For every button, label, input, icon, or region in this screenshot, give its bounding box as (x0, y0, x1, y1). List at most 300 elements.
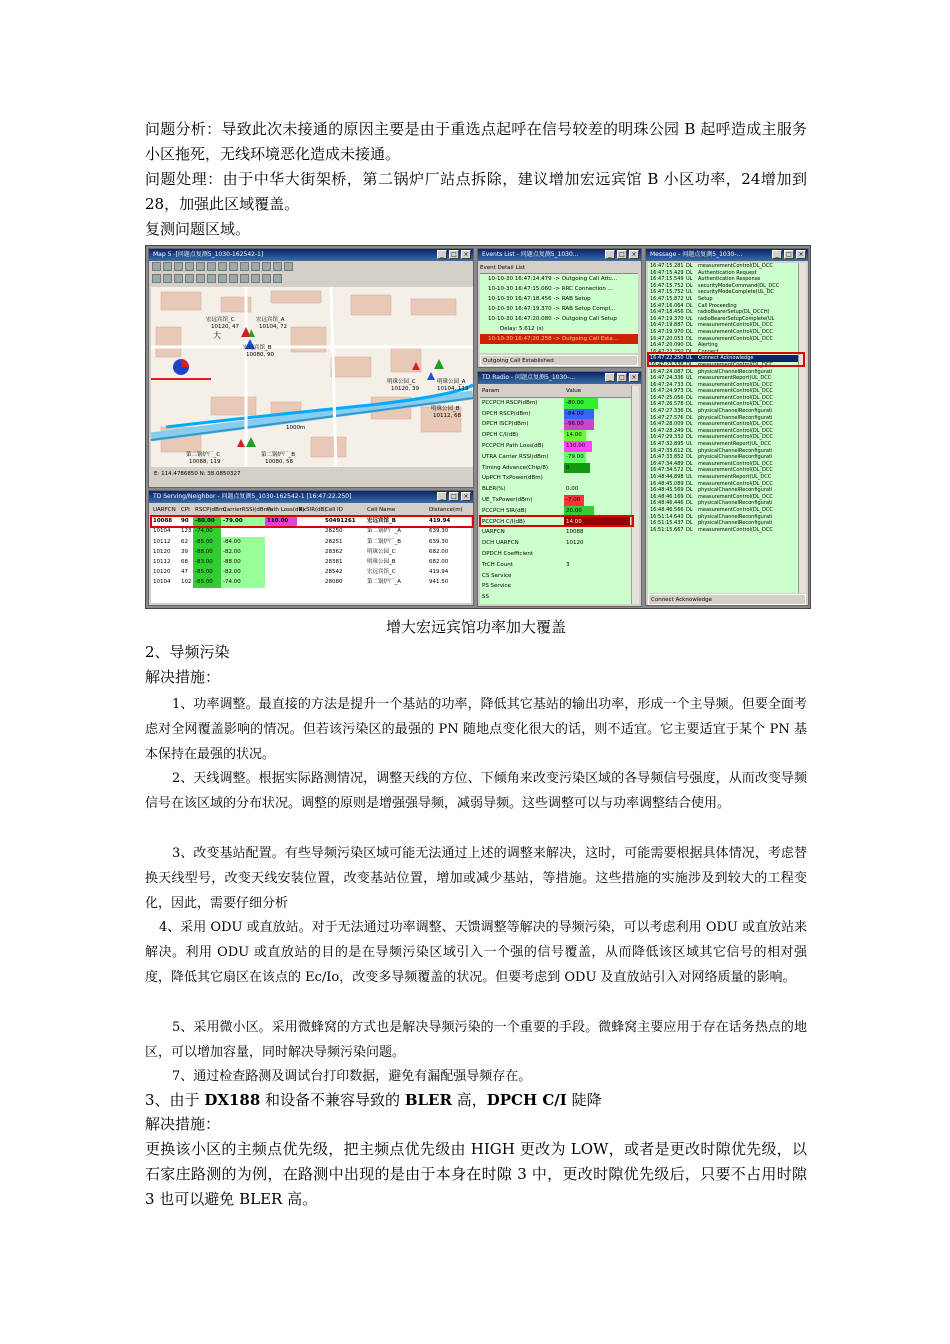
minimize-icon[interactable]: _ (437, 250, 447, 259)
msg-direction: UL (686, 474, 693, 480)
list-item[interactable]: 10-10-30 16:47:19.370 -> RAB Setup Compl... (488, 306, 616, 312)
list-item[interactable] (648, 283, 800, 290)
map-status-bar: E: 114.4786850 N: 38.0850327 (151, 469, 471, 479)
msg-direction: DL (686, 421, 693, 428)
list-item[interactable] (648, 494, 800, 501)
map-view[interactable] (151, 287, 471, 467)
table-row[interactable] (480, 581, 632, 592)
table-row[interactable] (480, 430, 632, 441)
list-item[interactable] (648, 441, 800, 448)
msg-direction: DL (686, 335, 693, 342)
list-item[interactable] (648, 296, 800, 303)
list-item[interactable]: 10-10-30 16:47:15.060 -> RRC Connection ... (488, 286, 613, 292)
msg-direction: UL (686, 289, 693, 296)
msg-name: measurementControl(DL_DCC (698, 322, 773, 329)
msg-name: physicalChannelReconfigurati (698, 500, 773, 507)
section-heading-3: 3、由于 DX188 和设备不兼容导致的 BLER 高，DPCH C/I 陡降 (145, 1091, 602, 1109)
radio-param-table (480, 386, 632, 604)
msg-name: measurementReport(UL_DCC (698, 441, 772, 448)
table-row[interactable] (480, 398, 632, 409)
events-list-window (477, 248, 642, 368)
table-row[interactable] (480, 527, 632, 538)
param-value: -96.00 (564, 419, 594, 430)
msg-time: 16:47:22.250 (650, 348, 684, 355)
site-icon[interactable] (152, 274, 161, 283)
section-heading-2: 2、导频污染 (145, 643, 230, 661)
param-value: 10120 (566, 540, 584, 547)
msg-name: Alerting (698, 342, 718, 349)
param-name: DPCH RSCP(dBm) (482, 410, 531, 417)
msg-direction: DL (686, 520, 693, 527)
msg-name: securityModeCommand(DL_DCC (698, 282, 780, 289)
msg-direction: DL (686, 342, 693, 349)
msg-name: measurementControl(DL_DCC (698, 263, 773, 269)
map-drawing (151, 287, 473, 467)
msg-time: 16:47:26.578 (650, 401, 684, 408)
map-site-label: 明珠公园_A (437, 379, 466, 385)
param-value: -80.00 (564, 398, 598, 409)
map-site-label: 宏远宾馆_B (243, 345, 272, 351)
list-item[interactable] (648, 342, 800, 349)
list-item[interactable] (648, 434, 800, 441)
msg-direction: DL (686, 434, 693, 441)
list-item[interactable] (648, 369, 800, 376)
param-value (564, 549, 630, 560)
msg-time: 16:51:14.643 (650, 513, 684, 520)
msg-time: 16:47:33.852 (650, 454, 684, 461)
events-status[interactable]: Outgoing Call Established (480, 355, 638, 366)
map-window-title: Map 5 -[问题点复测5_1030-162542-1] _ □ × (149, 249, 473, 261)
msg-direction: DL (686, 467, 693, 474)
msg-time: 16:47:25.056 (650, 394, 684, 401)
table-row[interactable]: 10120 39 -88.00 -82.00 28362 明珠公园_C 682.00 (151, 547, 471, 557)
param-name: Timing Advance(Chip/8) (482, 464, 548, 471)
map-toolbar-1 (149, 261, 473, 273)
pointer-icon[interactable] (152, 262, 161, 271)
msg-time: 16:47:19.370 (650, 315, 684, 322)
zoom-out-icon[interactable] (174, 262, 183, 271)
radio-table-header: Param Value (480, 386, 632, 398)
select-icon[interactable] (218, 262, 227, 271)
msg-time: 16:48:46.566 (650, 506, 684, 513)
param-name: UE_TxPower(dBm) (482, 496, 533, 503)
map-site-label: 10088, 119 (189, 459, 221, 465)
msg-name: Connect (698, 348, 719, 355)
maximize-icon[interactable]: □ (449, 492, 459, 501)
param-name: PCCPCH Path Loss(dB) (482, 442, 544, 449)
table-row[interactable]: 10120 47 -85.00 -82.00 28542 宏远宾馆_C 419.94 (151, 567, 471, 577)
table-row[interactable] (480, 549, 632, 560)
list-item[interactable] (648, 401, 800, 408)
minimize-icon[interactable]: _ (437, 492, 447, 501)
msg-direction: DL (686, 394, 693, 401)
msg-direction: DL (686, 309, 693, 316)
table-row[interactable] (480, 409, 632, 420)
solution-label: 解决措施： (145, 1115, 221, 1133)
msg-direction: DL (686, 348, 693, 355)
list-item[interactable]: 10-10-30 16:47:14.479 -> Outgoing Call Attc... (488, 276, 618, 282)
param-name: TrCH Count (482, 561, 513, 568)
list-item[interactable] (648, 507, 800, 514)
msg-direction: DL (686, 460, 693, 467)
msg-name: measurementControl(DL_DCC (698, 460, 773, 467)
param-name: DPCH ISCP(dBm) (482, 421, 529, 428)
msg-time: 16:48:45.569 (650, 487, 684, 494)
table-row[interactable]: 10104 102 -85.00 -74.00 28080 第二锅炉厂_A 941.50 (151, 577, 471, 587)
param-name: DCH UARFCN (482, 540, 519, 547)
msg-time: 16:48:45.089 (650, 480, 684, 487)
events-list (480, 263, 638, 353)
msg-name: Authentication Response (698, 276, 761, 283)
list-item[interactable] (648, 527, 800, 534)
msg-time: 16:47:34.572 (650, 467, 684, 474)
message-window (645, 248, 809, 606)
list-item[interactable] (648, 322, 800, 329)
msg-time: 16:47:27.336 (650, 408, 684, 415)
msg-name: securityModeComplete(UL_DC (698, 289, 774, 296)
list-item[interactable] (648, 382, 800, 389)
list-item[interactable] (648, 454, 800, 461)
msg-time: 16:47:18.456 (650, 309, 684, 316)
param-name: DPDCH Coefficient (482, 550, 533, 557)
param-value: 110.00 (564, 441, 592, 452)
table-row[interactable] (480, 538, 632, 549)
close-icon[interactable]: × (461, 492, 471, 501)
msg-name: physicalChannelReconfigurati (698, 408, 773, 415)
minimize-icon[interactable]: _ (772, 250, 782, 259)
map-site-label: 10080, 58 (265, 459, 293, 465)
list-item[interactable] (648, 329, 800, 336)
msg-direction: DL (686, 282, 693, 289)
list-item[interactable] (648, 520, 800, 527)
maximize-icon[interactable]: □ (617, 250, 627, 259)
ruler-icon[interactable] (240, 262, 249, 271)
radio-scrollbar[interactable] (631, 386, 639, 604)
measure-5: 5、采用微小区。采用微蜂窝的方式也是解决导频污染的一个重要的手段。微蜂窝主要应用于存在话务热点的地区，可以增加容量，同时解决导频污染问题。 (145, 1020, 807, 1060)
msg-time: 16:47:15.549 (650, 276, 684, 283)
msg-direction: DL (686, 480, 693, 487)
msg-time: 16:47:24.733 (650, 381, 684, 388)
param-name: PCCPCH RSCP(dBm) (482, 399, 538, 406)
msg-name: measurementControl(DL_DCC (698, 434, 773, 441)
msg-name: physicalChannelReconfigurati (698, 454, 773, 461)
param-value: 14.00 (564, 430, 586, 441)
table-row[interactable]: 10088 90 -80.00 -79.00 110.00 50491261 宏远宾馆_B 419.94 (151, 516, 471, 526)
msg-name: measurementReport(UL_DCC (698, 375, 772, 382)
msg-time: 16:47:15.281 (650, 263, 684, 269)
msg-name: measurementControl(DL_DCC (698, 526, 773, 533)
measure-7: 7、通过检查路测及调试台打印数据，避免有漏配强导频存在。 (172, 1069, 532, 1084)
list-item[interactable] (648, 276, 800, 283)
message-list (648, 263, 800, 593)
list-item[interactable]: 10-10-30 16:47:20.080 -> Outgoing Call Setup (488, 316, 617, 322)
table-row[interactable] (480, 441, 632, 452)
param-value: -7.00 (564, 495, 584, 506)
msg-time: 16:47:28.249 (650, 427, 684, 434)
msg-direction: DL (686, 513, 693, 520)
msg-name: physicalChannelReconfigurati (698, 447, 773, 454)
msg-time: 16:51:15.437 (650, 520, 684, 527)
param-name: DPCH C/I(dB) (482, 432, 519, 439)
maximize-icon[interactable]: □ (449, 250, 459, 259)
list-item[interactable] (648, 448, 800, 455)
grid-icon[interactable] (174, 274, 183, 283)
msg-direction: UL (686, 355, 693, 362)
param-name: PS Service (482, 583, 511, 590)
map-site-label: 10120, 39 (391, 386, 419, 392)
param-name: SS (482, 594, 489, 601)
msg-direction: DL (686, 526, 693, 533)
list-item[interactable] (648, 467, 800, 474)
msg-direction: UL (686, 276, 693, 283)
param-name: CS Service (482, 572, 512, 579)
msg-name: radioBearerSetup(DL_DCCH) (698, 309, 770, 316)
msg-direction: DL (686, 408, 693, 415)
list-item[interactable] (648, 263, 800, 270)
list-item[interactable]: Delay: 5.612 (s) (500, 326, 544, 332)
td-radio-window (477, 371, 642, 607)
measure-1: 1、功率调整。最直接的方法是提升一个基站的功率，降低其它基站的输出功率，形成一个主导频。但要全面考虑对全网覆盖影响的情况。但若该污染区的最强的 PN 随地点变化很大的话，则不适宜。它主要适宜于某个 PN 基本保持在最强的状况。 (145, 697, 807, 762)
param-value (564, 571, 630, 582)
stack-icon[interactable] (251, 274, 260, 283)
list-item[interactable] (648, 461, 800, 468)
msg-name: measurementControl(DL_DCC (698, 427, 773, 434)
list-item[interactable] (648, 481, 800, 488)
msg-name: physicalChannelReconfigurati (698, 368, 773, 375)
table-row[interactable] (480, 560, 632, 571)
retest-line: 复测问题区域。 (145, 220, 251, 238)
highlight-box (647, 352, 805, 367)
param-value: -84.00 (564, 409, 594, 420)
list-item[interactable] (648, 395, 800, 402)
map-site-label: 10080, 90 (246, 352, 274, 358)
msg-name: measurementControl(DL_DCC (698, 361, 773, 368)
list-item[interactable] (648, 309, 800, 316)
msg-direction: DL (686, 454, 693, 461)
msg-name: measurementControl(DL_DCC (698, 335, 773, 342)
minimize-icon[interactable]: _ (605, 373, 615, 382)
search-icon[interactable] (185, 262, 194, 271)
message-scrollbar[interactable] (798, 263, 806, 593)
events-window-title: Events List - 问题点复测5_1030... _ □ × (478, 249, 641, 261)
param-name: PCCPCH C/I(dB) (482, 518, 525, 525)
problem-handling-paragraph: 问题处理：由于中华大街架桥，第二锅炉厂站点拆除，建议增加宏远宾馆 B 小区功率，24增加到 28，加强此区域覆盖。 (145, 170, 807, 213)
serving-window-title: TD Serving/Neighbor - 问题点复测5_1030-162542-1 [16:47:22.250] _ □ × (149, 491, 473, 503)
route-icon[interactable] (196, 274, 205, 283)
table-row[interactable] (480, 592, 632, 603)
close-icon[interactable]: × (629, 373, 639, 382)
maximize-icon[interactable]: □ (617, 373, 627, 382)
msg-name: measurementControl(DL_DCC (698, 493, 773, 500)
close-icon[interactable]: × (629, 250, 639, 259)
message-window-title: Message - 问题点复测5_1030-... _ □ × (646, 249, 808, 261)
msg-time: 16:47:16.064 (650, 302, 684, 309)
msg-time: 16:47:20.053 (650, 335, 684, 342)
msg-name: measurementControl(DL_DCC (698, 381, 773, 388)
msg-time: 16:47:32.895 (650, 441, 684, 448)
msg-time: 16:47:22.250 (650, 355, 684, 362)
msg-direction: DL (686, 487, 693, 494)
info-icon[interactable] (262, 262, 271, 271)
table-row[interactable] (480, 419, 632, 430)
map-toolbar-2 (149, 273, 473, 285)
param-value: 20.00 (564, 506, 594, 517)
msg-name: radioBearerSetupComplete(UL (698, 315, 775, 322)
list-item[interactable] (648, 289, 800, 296)
map-site-label: 10104, 113 (437, 386, 469, 392)
label-icon[interactable] (185, 274, 194, 283)
measure-3: 3、改变基站配置。有些导频污染区域可能无法通过上述的调整来解决，这时，可能需要根据具体情况，考虑替换天线型号，改变天线安装位置，改变基站位置，增加或减少基站，等措施。这些措施的实施涉及到较大的工程变化，因此，需要仔细分析 (145, 846, 807, 911)
list-item[interactable] (648, 388, 800, 395)
msg-direction: UL (686, 441, 693, 448)
table-row[interactable] (480, 484, 632, 495)
serving-table-header: UARFCN CPI RSCP(dBm) CarrierRSSI(dBm) Path Loss(dB) RxSIR(dB) Cell ID Cell Name Distance(m) (151, 505, 471, 516)
layer-icon[interactable] (229, 262, 238, 271)
print-icon[interactable] (229, 274, 238, 283)
measure-2: 2、天线调整。根据实际路测情况，调整天线的方位、下倾角来改变污染区域的各导频信号强度，从而改变导频信号在该区域的分布状况。调整的原则是增强强导频，减弱导频。这些调整可以与功率调整结合使用。 (145, 771, 807, 811)
msg-direction: DL (686, 388, 693, 395)
drive-test-screenshot (145, 245, 811, 609)
export-icon[interactable] (273, 262, 282, 271)
msg-name: Authentication Request (698, 269, 757, 276)
msg-time: 16:47:23.338 (650, 361, 684, 368)
msg-direction: DL (686, 506, 693, 513)
list-item[interactable] (648, 428, 800, 435)
msg-time: 16:48:46.446 (650, 500, 684, 507)
param-name: UpPCH TxPower(dBm) (482, 475, 543, 482)
minimize-icon[interactable]: _ (605, 250, 615, 259)
list-item[interactable] (648, 514, 800, 521)
table-row[interactable] (480, 571, 632, 582)
msg-name: measurementControl(DL_DCC (698, 480, 773, 487)
msg-name: physicalChannelReconfigurati (698, 414, 773, 421)
param-value: 0 (564, 463, 590, 474)
param-name: PCCPCH SIR(dB) (482, 507, 527, 514)
list-item[interactable] (648, 408, 800, 415)
msg-name: Connect Acknowledge (698, 355, 754, 362)
chart-icon[interactable] (262, 274, 271, 283)
table-row[interactable] (480, 452, 632, 463)
msg-time: 16:47:27.576 (650, 414, 684, 421)
color-icon[interactable] (218, 274, 227, 283)
list-item[interactable] (648, 316, 800, 323)
list-item[interactable] (648, 474, 800, 481)
map-window (148, 248, 474, 488)
map-site-label: 宏远宾馆_A (256, 317, 285, 323)
msg-time: 16:47:15.752 (650, 289, 684, 296)
msg-time: 16:47:19.887 (650, 322, 684, 329)
list-item[interactable] (648, 415, 800, 422)
list-item[interactable] (648, 336, 800, 343)
highlight-box (479, 515, 634, 527)
message-status[interactable]: Connect Acknowledge (648, 594, 806, 605)
msg-direction: DL (686, 493, 693, 500)
msg-time: 16:47:19.970 (650, 328, 684, 335)
measure-4: 4、采用 ODU 或直放站。对于无法通过功率调整、天馈调整等解决的导频污染，可以考虑利用 ODU 或直放站来解决。利用 ODU 或直放站的目的是在导频污染区域引入一个强的信号覆盖，从而降低该区域其它信号的相对强度，降低其它扇区在该点的 Ec/Io，改变多导频覆盖的状况。但要考虑到 ODU 及直放站引入对网络质量的影响。 (145, 920, 807, 985)
maximize-icon[interactable]: □ (784, 250, 794, 259)
table-icon[interactable] (273, 274, 282, 283)
msg-direction: DL (686, 263, 693, 269)
msg-name: measurementControl(DL_DCC (698, 506, 773, 513)
msg-name: measurementControl(DL_DCC (698, 421, 773, 428)
list-item[interactable] (648, 487, 800, 494)
msg-direction: DL (686, 401, 693, 408)
msg-name: measurementControl(DL_DCC (698, 388, 773, 395)
list-item[interactable] (648, 303, 800, 310)
table-row[interactable] (480, 463, 632, 474)
msg-time: 16:48:46.169 (650, 493, 684, 500)
map-scale: 1000m (286, 425, 306, 431)
msg-time: 16:47:15.429 (650, 269, 684, 276)
msg-direction: DL (686, 447, 693, 454)
measure-icon[interactable] (207, 262, 216, 271)
msg-time: 16:47:33.612 (650, 447, 684, 454)
close-icon[interactable]: × (461, 250, 471, 259)
msg-direction: DL (686, 368, 693, 375)
msg-direction: DL (686, 427, 693, 434)
list-item[interactable] (648, 270, 800, 277)
msg-time: 16:47:15.752 (650, 282, 684, 289)
msg-time: 16:47:24.087 (650, 368, 684, 375)
msg-time: 16:47:28.009 (650, 421, 684, 428)
msg-time: 16:47:24.336 (650, 375, 684, 382)
msg-name: measurementControl(DL_DCC (698, 467, 773, 474)
map-site-label: 10120, 47 (211, 324, 239, 330)
msg-time: 16:47:29.332 (650, 434, 684, 441)
map-site-label: 明珠公园_B (431, 406, 460, 412)
list-item[interactable] (648, 421, 800, 428)
msg-time: 16:47:24.973 (650, 388, 684, 395)
pan-icon[interactable] (196, 262, 205, 271)
table-row[interactable]: 10104 123 -74.00 28250 第二锅炉厂_A 639.30 (151, 526, 471, 536)
param-name: UARFCN (482, 529, 505, 536)
legend-icon[interactable] (207, 274, 216, 283)
refresh-icon[interactable] (240, 274, 249, 283)
msg-name: measurementReport(UL_DCC (698, 474, 772, 480)
settings-icon[interactable] (284, 262, 293, 271)
table-row[interactable] (480, 495, 632, 506)
close-icon[interactable]: × (796, 250, 806, 259)
highlight-box (150, 515, 474, 528)
param-value: -79.00 (564, 452, 586, 463)
flag-icon[interactable] (251, 262, 260, 271)
table-row[interactable]: 10112 68 -83.00 -88.00 28381 明珠公园_B 682.00 (151, 557, 471, 567)
msg-name: measurementControl(DL_DCC (698, 394, 773, 401)
solution-label: 解决措施： (145, 668, 221, 686)
list-item[interactable] (648, 500, 800, 507)
param-name: UTRA Carrier RSSI(dBm) (482, 453, 549, 460)
msg-name: Setup (698, 295, 713, 302)
msg-direction: DL (686, 269, 693, 276)
map-site-label: 宏远宾馆_C (206, 317, 235, 323)
msg-name: measurementControl(DL_DCC (698, 328, 773, 335)
map-label: 大 (213, 331, 221, 340)
msg-time: 16:51:15.667 (650, 526, 684, 533)
table-row[interactable]: 10112 62 -85.00 -84.00 28251 第二锅炉厂_B 639.30 (151, 537, 471, 547)
zoom-in-icon[interactable] (163, 262, 172, 271)
cell-icon[interactable] (163, 274, 172, 283)
list-item[interactable]: 10-10-30 16:47:18.456 -> RAB Setup (488, 296, 591, 302)
param-value (564, 592, 630, 603)
msg-direction: DL (686, 328, 693, 335)
table-row[interactable] (480, 473, 632, 484)
list-item[interactable] (648, 375, 800, 382)
problem-analysis-paragraph: 问题分析：导致此次未接通的原因主要是由于重选点起呼在信号较差的明珠公园 B 起呼造成主服务小区拖死，无线环境恶化造成未接通。 (145, 120, 807, 163)
list-item[interactable]: 10-10-30 16:47:20.258 -> Outgoing Call Esta... (480, 334, 638, 344)
radio-window-title: TD Radio - 问题点复测5_1030-... _ □ × (478, 372, 641, 384)
param-value (564, 581, 630, 592)
map-site-label: 第二锅炉厂_C (186, 452, 221, 458)
